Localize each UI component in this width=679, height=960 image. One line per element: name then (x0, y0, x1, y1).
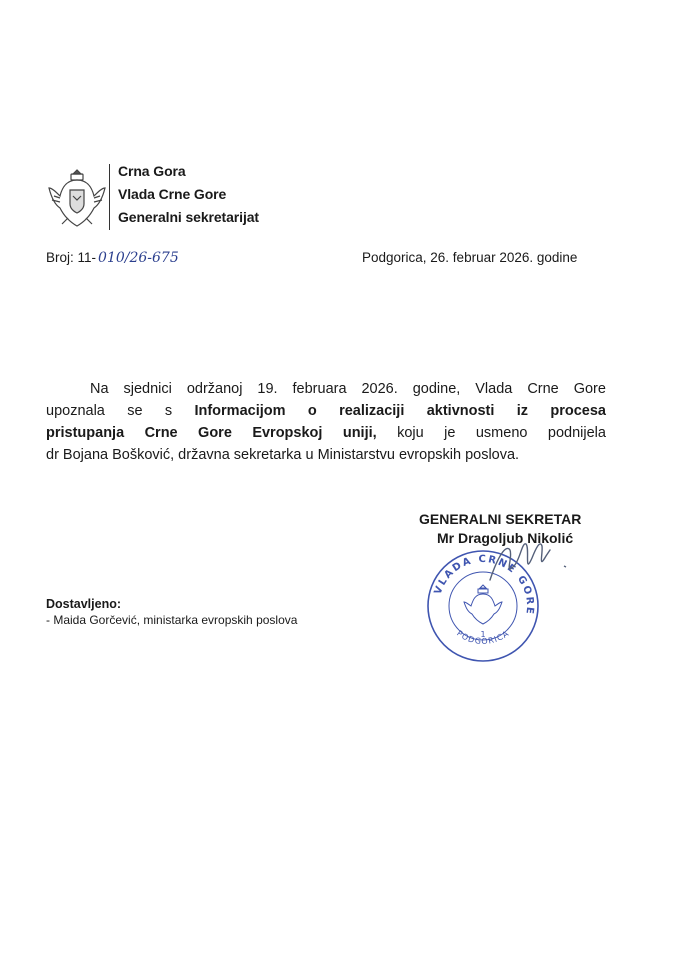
distribution-title: Dostavljeno: (46, 597, 122, 611)
paragraph-word: o (307, 403, 317, 419)
reference-label: Broj: 11- (46, 250, 97, 265)
coat-of-arms-icon (46, 166, 108, 230)
body-paragraph (46, 378, 606, 466)
paragraph-line-3 (46, 422, 606, 444)
distribution-item: - Maida Gorčević, ministarka evropskih poslova (46, 613, 298, 627)
paragraph-word: Informacijom (194, 403, 286, 419)
paragraph-word: iz (516, 403, 529, 419)
paragraph-word: Evropskoj (252, 425, 323, 441)
paragraph-line-4-text: dr Bojana Bošković, državna sekretarka u Ministarstvu evropskih poslova. (46, 447, 520, 463)
signatory-title: GENERALNI SEKRETAR (419, 511, 582, 527)
signatory-name: Mr Dragoljub Nikolić (437, 530, 574, 546)
paragraph-word: Gore (573, 381, 606, 397)
paragraph-word: održanoj (186, 381, 243, 397)
paragraph-word: je (444, 425, 456, 441)
paragraph-word: uniji, (342, 425, 377, 441)
stamp-ring-text: VLADA CRNE GORE (432, 553, 536, 617)
reference-number (46, 250, 179, 266)
paragraph-word: procesa (550, 403, 606, 419)
header-department: Generalni sekretarijat (118, 209, 259, 225)
paragraph-word: pristupanja (46, 425, 125, 441)
paragraph-word: februara (292, 381, 347, 397)
handwritten-reference-number: 010/26-675 (98, 250, 179, 266)
paragraph-line-2 (46, 400, 606, 422)
stamp-number: 1 (480, 630, 486, 639)
paragraph-word: koju (397, 425, 424, 441)
paragraph-word: 2026. (361, 381, 398, 397)
paragraph-word: sjednici (123, 381, 172, 397)
paragraph-word: godine, (412, 381, 461, 397)
paragraph-word: realizaciji (339, 403, 405, 419)
paragraph-word: aktivnosti (426, 403, 495, 419)
header-divider (109, 164, 110, 230)
paragraph-word: 19. (257, 381, 278, 397)
paragraph-line-1 (46, 378, 606, 400)
paragraph-word: upoznala (46, 403, 105, 419)
header-country: Crna Gora (118, 163, 186, 179)
stamp-city: PODGORICA (455, 628, 511, 647)
place-and-date: Podgorica, 26. februar 2026. godine (362, 250, 578, 265)
handwritten-signature (480, 536, 580, 596)
paragraph-word: Na (90, 381, 109, 397)
paragraph-word: se (127, 403, 143, 419)
paragraph-word: usmeno (475, 425, 528, 441)
header-government: Vlada Crne Gore (118, 186, 227, 202)
paragraph-word: Vlada (475, 381, 513, 397)
paragraph-word: s (164, 403, 173, 419)
paragraph-word: podnijela (547, 425, 606, 441)
paragraph-line-4 (46, 444, 606, 466)
paragraph-word: Gore (198, 425, 232, 441)
paragraph-word: Crne (144, 425, 178, 441)
paragraph-word: Crne (527, 381, 559, 397)
